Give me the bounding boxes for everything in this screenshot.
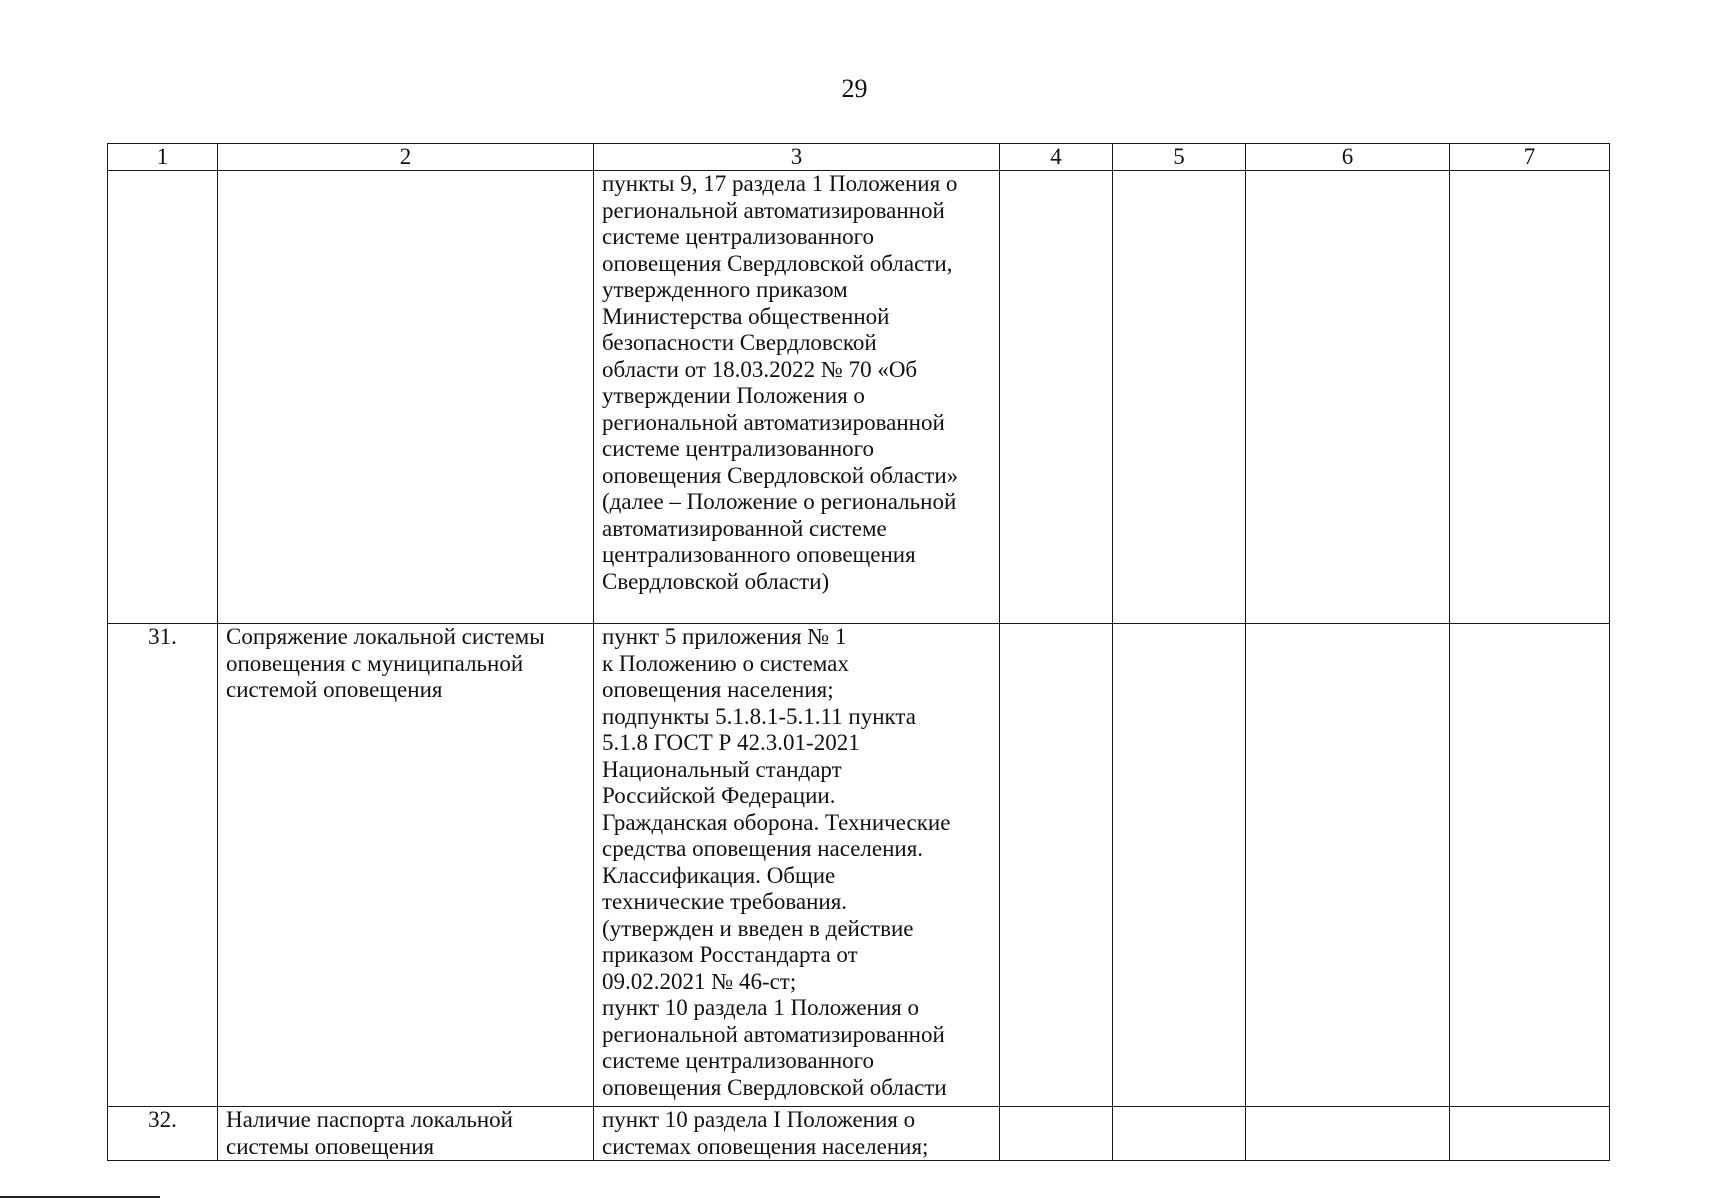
table-row [108,624,1610,1107]
empty-cell-col7 [1450,624,1610,1107]
empty-cell-col6 [1246,1107,1450,1161]
reference-text: пункт 5 приложения № 1 к Положению о системах оповещения населения; подпункты 5.1.8.1-5.1.11 пункта 5.1.8 ГОСТ Р 42.3.01-2021 Национальный стандарт Российской Федерации. Гражданская оборона. Технические средства оповещения населения. Классификация. Общие технические требования. (утвержден и введен в действие приказом Росстандарта от 09.02.2021 № 46-ст; пункт 10 раздела 1 Положения о региональной автоматизированной системе централизованного оповещения Свердловской области [602,624,951,1100]
empty-cell-col4 [1000,624,1113,1107]
empty-cell-col5 [1113,1107,1246,1161]
column-header-6: 6 [1246,144,1450,171]
column-header-1: 1 [108,144,218,171]
row-number-cell [108,171,218,624]
empty-cell-col6 [1246,171,1450,624]
requirement-text: Сопряжение локальной системы оповещения с муниципальной системой оповещения [226,624,545,702]
column-header-2: 2 [218,144,594,171]
column-header-5: 5 [1113,144,1246,171]
empty-cell-col5 [1113,624,1246,1107]
empty-cell-col7 [1450,171,1610,624]
empty-cell-col6 [1246,624,1450,1107]
row-number-cell: 32. [108,1107,218,1161]
reference-cell [594,1107,1000,1161]
table-row [108,1107,1610,1161]
row-number-cell: 31. [108,624,218,1107]
reference-cell [594,171,1000,624]
empty-cell-col7 [1450,1107,1610,1161]
requirement-text: Наличие паспорта локальной системы оповещения [226,1107,513,1159]
reference-cell [594,624,1000,1107]
reference-text: пункты 9, 17 раздела 1 Положения о региональной автоматизированной системе централизованного оповещения Свердловской области, утвержденного приказом Министерства общественной безопасности Свердловской области от 18.03.2022 № 70 «Об утверждении Положения о региональной автоматизированной системе централизованного оповещения Свердловской области» (далее – Положение о региональной автоматизированной системе централизованного оповещения Свердловской области) [602,171,959,594]
scan-edge-line [0,1196,160,1198]
empty-cell-col5 [1113,171,1246,624]
reference-text: пункт 10 раздела I Положения о системах оповещения населения; [602,1107,929,1159]
column-number-row [108,144,1610,171]
empty-cell-col4 [1000,171,1113,624]
column-header-7: 7 [1450,144,1610,171]
column-header-3: 3 [594,144,1000,171]
requirement-cell [218,624,594,1107]
table-row [108,171,1610,624]
column-header-4: 4 [1000,144,1113,171]
page-number: 29 [841,74,868,103]
requirement-cell [218,171,594,624]
requirement-cell [218,1107,594,1161]
requirements-table [107,143,1610,1161]
empty-cell-col4 [1000,1107,1113,1161]
